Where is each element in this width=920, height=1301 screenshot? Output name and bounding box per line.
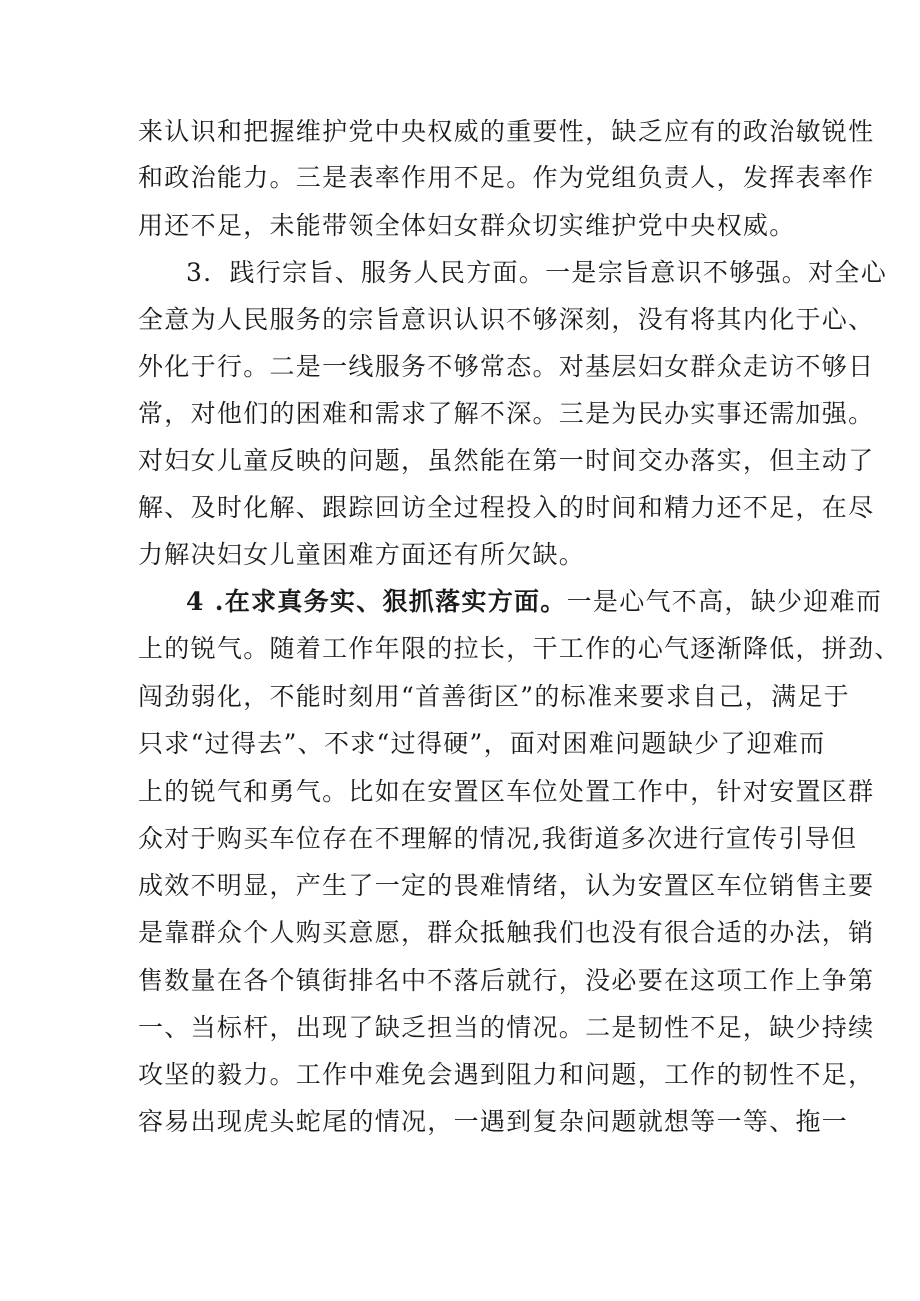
text-line: 众对于购买车位存在不理解的情况,我街道多次进行宣传引导但 [138,824,858,853]
text-line: 一、当标杆，出现了缺乏担当的情况。二是韧性不足，缺少持续 [138,1013,875,1042]
text-line: 攻坚的毅力。工作中难免会遇到阻力和问题，工作的韧性不足， [138,1060,875,1089]
text-line: 只求“过得去”、不求“过得硬”，面对困难问题缺少了迎难而 [138,729,826,758]
text-line: 用还不足，未能带领全体妇女群众切实维护党中央权威。 [138,211,796,240]
text-line: 解、及时化解、跟踪回访全过程投入的时间和精力还不足，在尽 [138,493,875,522]
section-heading: 4 .在求真务实、狠抓落实方面。 [186,587,567,616]
text-line: 常，对他们的困难和需求了解不深。三是为民办实事还需加强。 [138,399,875,428]
text-line: 和政治能力。三是表率作用不足。作为党组负责人，发挥表率作 [138,163,875,192]
text-line: 成效不明显，产生了一定的畏难情绪，认为安置区车位销售主要 [138,871,875,900]
text-line [186,582,920,622]
text-run: 一是心气不高，缺少迎难而 [566,587,883,616]
text-line: 3．践行宗旨、服务人民方面。一是宗旨意识不够强。对全心 [186,258,888,287]
text-line: 容易出现虎头蛇尾的情况，一遇到复杂问题就想等一等、拖一 [138,1107,849,1136]
text-line: 力解决妇女儿童困难方面还有所欠缺。 [138,540,586,569]
text-line: 外化于行。二是一线服务不够常态。对基层妇女群众走访不够日 [138,352,875,381]
text-line: 上的锐气和勇气。比如在安置区车位处置工作中，针对安置区群 [138,777,875,806]
text-line: 来认识和把握维护党中央权威的重要性，缺乏应有的政治敏锐性 [138,117,875,146]
text-line: 是靠群众个人购买意愿，群众抵触我们也没有很合适的办法，销 [138,918,875,947]
text-line: 全意为人民服务的宗旨意识认识不够深刻，没有将其内化于心、 [138,305,875,334]
text-line: 售数量在各个镇街排名中不落后就行，没必要在这项工作上争第 [138,966,875,995]
text-line: 上的锐气。随着工作年限的拉长，干工作的心气逐渐降低，拼劲、 [138,634,901,663]
text-line: 对妇女儿童反映的问题，虽然能在第一时间交办落实，但主动了 [138,446,875,475]
text-line: 闯劲弱化，不能时刻用“首善街区”的标准来要求自己，满足于 [138,682,850,711]
